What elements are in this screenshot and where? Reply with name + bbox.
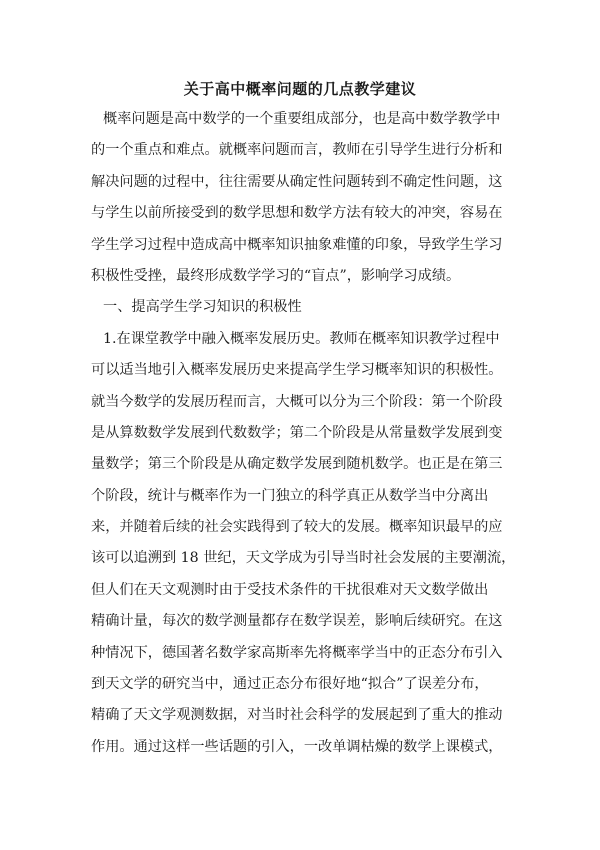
paragraph-line: 精确计量，每次的数学测量都存在数学误差，影响后续研究。在这 [91,613,503,630]
paragraph-line: 可以适当地引入概率发展历史来提高学生学习概率知识的积极性。 [91,362,503,379]
document-body [91,104,521,763]
paragraph-line: 量数学；第三个阶段是从确定数学发展到随机数学。也正是在第三 [91,456,503,473]
paragraph-line: 与学生以前所接受到的数学思想和数学方法有较大的冲突，容易在 [91,205,503,222]
paragraph-line: 概率问题是高中数学的一个重要组成部分，也是高中数学教学中 [103,111,501,127]
paragraph-line: 作用。通过这样一些话题的引入，一改单调枯燥的数学上课模式， [91,738,503,755]
paragraph-line: 个阶段，统计与概率作为一门独立的科学真正从数学当中分离出 [91,487,489,504]
paragraph-line: 1.在课堂教学中融入概率发展历史。教师在概率知识教学过程中 [103,330,500,347]
paragraph-line: 来，并随着后续的社会实践得到了较大的发展。概率知识最早的应 [91,519,503,536]
section-heading: 一、提高学生学习知识的积极性 [103,299,302,316]
paragraph-line: 解决问题的过程中，往往需要从确定性问题转到不确定性问题，这 [91,173,503,190]
document-title: 关于高中概率问题的几点教学建议 [183,80,417,98]
paragraph-line: 积极性受挫，最终形成数学学习的“盲点”，影响学习成绩。 [91,267,461,284]
paragraph-line: 该可以追溯到 18 世纪，天文学成为引导当时社会发展的主要潮流， [91,550,516,567]
paragraph-line: 是从算数数学发展到代数数学；第二个阶段是从常量数学发展到变 [91,424,503,441]
paragraph-line: 种情况下，德国著名数学家高斯率先将概率学当中的正态分布引入 [91,644,503,661]
paragraph-line: 就当今数学的发展历程而言，大概可以分为三个阶段：第一个阶段 [91,393,503,410]
paragraph-line: 学生学习过程中造成高中概率知识抽象难懂的印象，导致学生学习 [91,236,503,253]
paragraph-line: 的一个重点和难点。就概率问题而言，教师在引导学生进行分析和 [91,142,503,159]
paragraph-line: 但人们在天文观测时由于受技术条件的干扰很难对天文数学做出 [91,581,489,598]
paragraph-line: 精确了天文学观测数据，对当时社会科学的发展起到了重大的推动 [91,707,503,724]
paragraph-line: 到天文学的研究当中，通过正态分布很好地“拟合”了误差分布， [91,676,489,693]
